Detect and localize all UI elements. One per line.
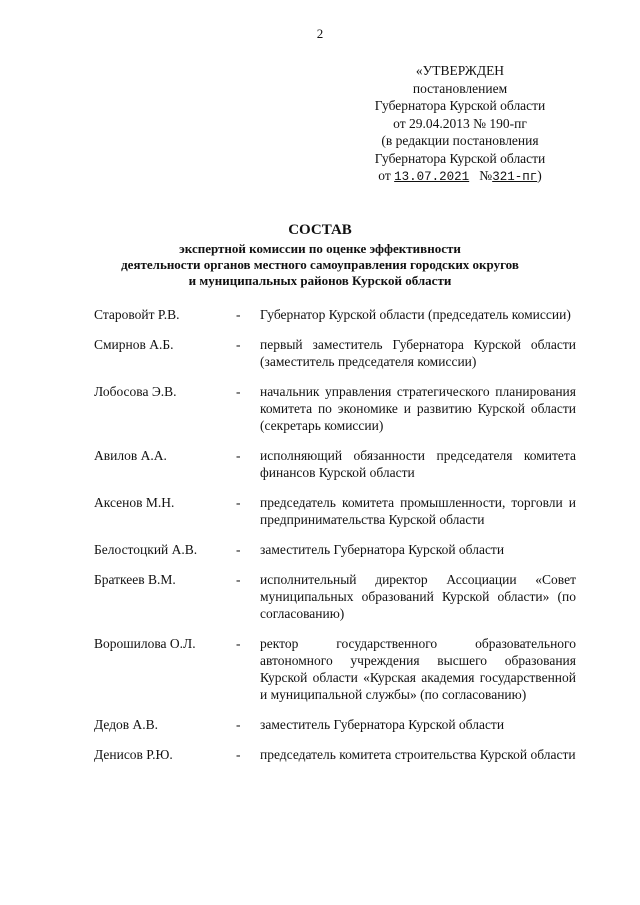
approval-line: Губернатора Курской области — [374, 150, 546, 166]
member-name: Аксенов М.Н. — [94, 495, 175, 510]
member-name: Ворошилова О.Л. — [94, 636, 196, 651]
approval-line: Губернатора Курской области — [374, 98, 546, 113]
amendment-date: 13.07.2021 — [394, 170, 470, 184]
member-dash: - — [236, 542, 241, 557]
member-dash: - — [236, 448, 241, 463]
member-name: Авилов А.А. — [94, 448, 167, 463]
member-row — [94, 635, 576, 703]
member-row — [94, 447, 576, 481]
member-dash: - — [236, 747, 241, 762]
amendment-number-sign: № — [479, 168, 493, 183]
page-number: 2 — [316, 26, 324, 41]
member-role: исполнительный директор Ассоциации «Совет муниципальных образований Курской области» (по согласованию) — [260, 572, 576, 621]
member-name: Белостоцкий А.В. — [94, 542, 198, 557]
member-row — [94, 541, 576, 558]
member-dash: - — [236, 572, 241, 587]
member-row — [94, 383, 576, 434]
approval-line: постановлением — [412, 80, 508, 96]
member-role: начальник управления стратегического планирования комитета по экономике и развитию Курской области (секретарь комиссии) — [260, 384, 576, 433]
member-role: заместитель Губернатора Курской области — [260, 542, 505, 557]
member-name: Дедов А.В. — [94, 717, 159, 732]
amendment-suffix: ) — [537, 168, 542, 183]
amendment-number: 321-пг — [492, 170, 538, 184]
member-dash: - — [236, 636, 241, 651]
title-line: деятельности органов местного самоуправления городских округов — [121, 257, 519, 272]
approval-stamp — [360, 62, 560, 187]
member-name: Смирнов А.Б. — [94, 337, 174, 352]
member-dash: - — [236, 337, 241, 352]
member-role: заместитель Губернатора Курской области — [260, 717, 505, 732]
approval-line-amendment — [360, 167, 560, 187]
member-row — [94, 571, 576, 622]
member-row — [94, 716, 576, 733]
title-line: и муниципальных районов Курской области — [188, 273, 452, 288]
member-role: председатель комитета строительства Курской области — [260, 747, 576, 762]
member-row — [94, 746, 576, 763]
member-name: Лобосова Э.В. — [94, 384, 177, 399]
title-line: экспертной комиссии по оценке эффективности — [179, 241, 461, 256]
title-heading: СОСТАВ — [288, 222, 352, 238]
member-dash: - — [236, 307, 241, 322]
member-role: Губернатор Курской области (председатель комиссии) — [260, 307, 571, 322]
document-title — [0, 222, 640, 289]
members-list — [94, 306, 576, 763]
approval-line: «УТВЕРЖДЕН — [415, 63, 505, 78]
member-role: первый заместитель Губернатора Курской области (заместитель председателя комиссии) — [260, 337, 576, 369]
approval-line: от 29.04.2013 № 190-пг — [393, 115, 527, 131]
amendment-prefix: от — [378, 168, 395, 183]
member-dash: - — [236, 717, 241, 732]
member-row — [94, 336, 576, 370]
member-row — [94, 494, 576, 528]
approval-line: (в редакции постановления — [381, 133, 539, 148]
member-name: Денисов Р.Ю. — [94, 747, 173, 762]
member-dash: - — [236, 495, 241, 510]
member-row — [94, 306, 576, 323]
member-name: Старовойт Р.В. — [94, 307, 180, 322]
member-dash: - — [236, 384, 241, 399]
member-role: ректор государственного образовательного автономного учреждения высшего образования Курской области «Курская академия государственной и муниципальной службы» (по согласованию) — [260, 636, 576, 702]
member-role: исполняющий обязанности председателя комитета финансов Курской области — [260, 448, 576, 480]
member-role: председатель комитета промышленности, торговли и предпринимательства Курской области — [260, 495, 576, 527]
member-name: Браткеев В.М. — [94, 572, 176, 587]
